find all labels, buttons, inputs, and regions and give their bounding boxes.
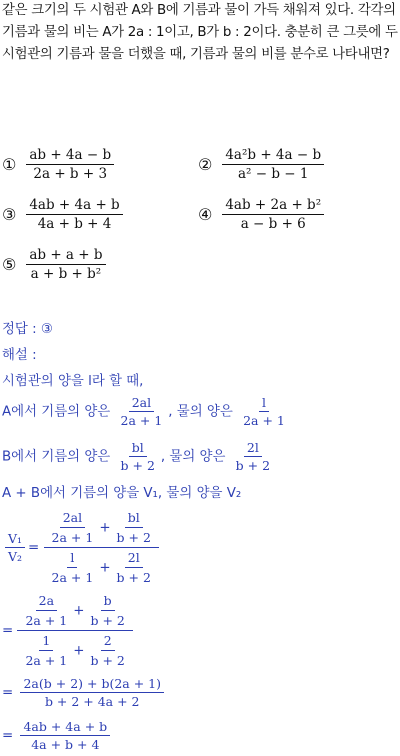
step-1-compound-fraction: $\frac{2al}{2a + 1}$ + $\frac{bl}{b + 2}$ $\frac{l}{2a + 1}$ + $\frac{2l}{b + 2}$ — [44, 510, 159, 585]
s1-ba-num: l — [67, 550, 77, 568]
option-2[interactable] — [198, 147, 324, 182]
option-5-numerator: ab + a + b — [26, 247, 105, 265]
s1-tb-num: bl — [125, 510, 143, 528]
option-4-denominator: a − b + 6 — [240, 216, 306, 232]
s2-ba-den: 2a + 1 — [25, 653, 68, 668]
s1-ta-num: 2al — [60, 510, 85, 528]
ratio-lhs — [5, 531, 25, 564]
option-5-fraction — [26, 247, 105, 282]
s1-tb-den: b + 2 — [116, 530, 151, 545]
line-b-oil-fraction — [118, 440, 158, 473]
option-3-fraction — [26, 197, 122, 232]
step-3: = $\frac{2a(b + 2) + b(2a + 1)}{b + 2 + 4a + 2}$ — [2, 676, 167, 709]
option-5-denominator: a + b + b² — [30, 266, 102, 282]
solution-line-ab: A + B에서 기름의 양을 V₁, 물의 양을 V₂ — [2, 486, 242, 501]
option-2-denominator: a² − b − 1 — [237, 166, 309, 182]
line-a-water-num: l — [259, 395, 269, 412]
option-4-numerator: 4ab + 2a + b² — [222, 197, 324, 215]
solution-label: 해설 : — [2, 348, 37, 363]
solution-line-b — [2, 440, 276, 473]
answer-label: 정답 : ③ — [2, 322, 53, 337]
option-1-fraction — [26, 147, 114, 182]
s1-bb-num: 2l — [125, 550, 143, 568]
line-b-oil-den: b + 2 — [120, 458, 155, 473]
step-4-num: 4ab + 4a + b — [20, 719, 110, 736]
step-4: = $\frac{4ab + 4a + b}{4a + b + 4}$ — [2, 719, 113, 752]
option-5-mark: ⑤ — [2, 255, 17, 274]
ratio-lhs-den: V₂ — [8, 549, 23, 564]
option-3-denominator: 4a + b + 4 — [37, 216, 112, 232]
line-b-water-fraction — [233, 440, 273, 473]
s2-tb-num: b — [101, 593, 115, 611]
option-2-fraction — [222, 147, 324, 182]
step-3-fraction — [20, 676, 164, 709]
s2-bb-den: b + 2 — [90, 653, 125, 668]
step-2: = $\frac{2a}{2a + 1}$ + $\frac{b}{b + 2}$ $\frac{1}{2a + 1}$ + $\frac{2}{b + 2}$ — [2, 593, 133, 668]
option-4-mark: ④ — [198, 205, 213, 224]
s1-ta-den: 2a + 1 — [51, 530, 94, 545]
s2-ta-num: 2a — [36, 593, 57, 611]
option-4[interactable] — [198, 197, 324, 232]
s1-bb-den: b + 2 — [116, 570, 151, 585]
line-a-oil-fraction — [118, 395, 166, 428]
option-1-numerator: ab + 4a − b — [26, 147, 114, 165]
line-a-oil-den: 2a + 1 — [120, 413, 163, 428]
step-3-den: b + 2 + 4a + 2 — [44, 694, 140, 709]
s2-ta-den: 2a + 1 — [25, 613, 68, 628]
option-1-denominator: 2a + b + 3 — [33, 166, 108, 182]
line-b-water-den: b + 2 — [235, 458, 271, 473]
s2-tb-den: b + 2 — [90, 613, 125, 628]
line-a-oil-num: 2al — [129, 395, 154, 412]
option-5[interactable] — [2, 247, 106, 282]
option-1-mark: ① — [2, 155, 17, 174]
step-3-num: 2a(b + 2) + b(2a + 1) — [20, 676, 164, 693]
s2-bb-num: 2 — [101, 633, 115, 651]
s2-ba-num: 1 — [39, 633, 53, 651]
line-b-mid: , 물의 양은 — [160, 449, 226, 465]
option-3-mark: ③ — [2, 205, 17, 224]
option-3[interactable] — [2, 197, 123, 232]
option-1[interactable] — [2, 147, 114, 182]
solution-line-1: 시험관의 양을 l라 할 때, — [2, 374, 144, 389]
problem-text: 같은 크기의 두 시험관 A와 B에 기름과 물이 가득 채워져 있다. 각각의 기름과 물의 비는 A가 2a : 1이고, B가 b : 2이다. 충분히 큰 그릇에 두 시험관의 기름과 물을 더했을 때, 기름과 물의 비를 분수로 나타내면? — [2, 3, 398, 62]
s1-ba-den: 2a + 1 — [51, 570, 94, 585]
line-b-oil-num: bl — [129, 440, 147, 457]
step-2-compound-fraction: $\frac{2a}{2a + 1}$ + $\frac{b}{b + 2}$ $\frac{1}{2a + 1}$ + $\frac{2}{b + 2}$ — [17, 593, 132, 668]
solution-line-a — [2, 395, 291, 428]
option-2-numerator: 4a²b + 4a − b — [222, 147, 324, 165]
step-4-fraction — [20, 719, 110, 752]
line-a-mid: , 물의 양은 — [168, 404, 233, 420]
option-4-fraction — [222, 197, 324, 232]
step-1: $\frac{\text{V₁}}{\text{V₂}}$ = $\frac{2al}{2a + 1}$ + $\frac{bl}{b + 2}$ $\frac{l}{2a + 1}$ + $\frac{2l}{b + 2}$ — [2, 510, 159, 585]
line-a-prefix: A에서 기름의 양은 — [2, 404, 111, 420]
line-a-water-fraction — [240, 395, 288, 428]
option-2-mark: ② — [198, 155, 213, 174]
ratio-lhs-num: V₁ — [5, 531, 25, 548]
line-b-water-num: 2l — [244, 440, 262, 457]
step-4-den: 4a + b + 4 — [31, 737, 100, 752]
option-3-numerator: 4ab + 4a + b — [26, 197, 122, 215]
line-a-water-den: 2a + 1 — [243, 413, 285, 428]
line-b-prefix: B에서 기름의 양은 — [2, 449, 111, 465]
